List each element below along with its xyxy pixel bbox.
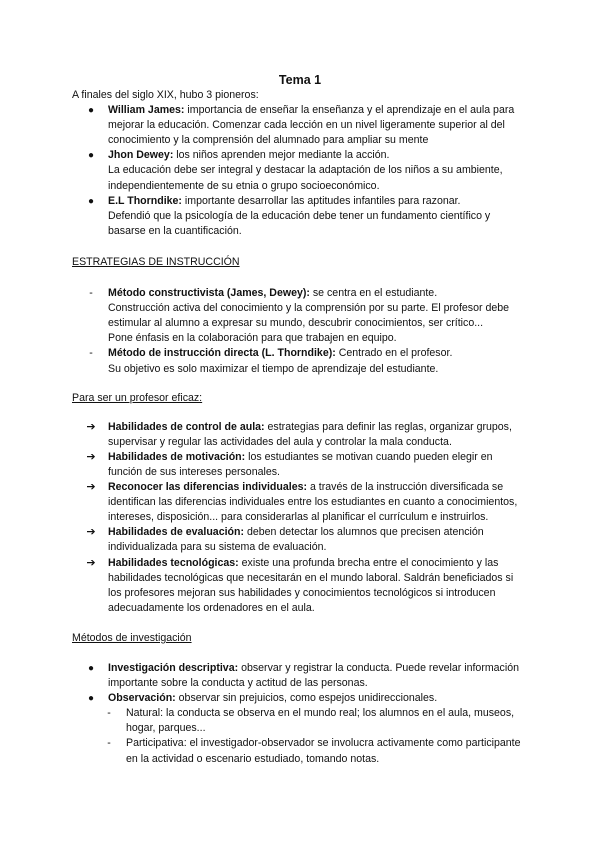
pioneer-extra: Defendió que la psicología de la educación debe tener un fundamento científico y basarse en la cuantificación.	[108, 209, 491, 237]
subitem-text: Participativa: el investigador-observador se involucra activamente como participante en la actividad o escenario estudiado, tomando notas.	[126, 737, 521, 765]
list-item-descriptive-research	[72, 661, 528, 691]
dash-icon: -	[89, 347, 93, 360]
list-item-motivation	[72, 450, 528, 480]
list-item-evaluation	[72, 525, 528, 555]
method-name: Observación:	[108, 692, 176, 705]
skill-text: existe una profunda brecha entre el conocimiento y las habilidades tecnológicas que necesitarán en el mundo laboral. Saldrán beneficiados si los profesores mejoran sus habilidades y conocimientos tecnológicos si introducen adecuadamente los ordenadores en el aula.	[108, 556, 514, 614]
list-item-thorndike	[72, 194, 528, 239]
list-item-natural-observation	[72, 706, 528, 736]
skill-name: Habilidades de motivación:	[108, 450, 246, 463]
skill-name: Habilidades de evaluación:	[108, 526, 244, 539]
dash-icon: -	[89, 287, 93, 300]
strategy-text: se centra en el estudiante.	[309, 287, 438, 300]
pioneer-name: William James:	[108, 104, 185, 117]
skill-text: a través de la instrucción diversificada se identifican las diferencias individuales entre los estudiantes en cuanto a conocimientos, intereses, disposición... para considerarlas al planificar el currículum e instruirlos.	[108, 481, 518, 524]
pioneer-text: los niños aprenden mejor mediante la acción.	[173, 149, 390, 162]
section-heading-methods: Métodos de investigación	[72, 631, 192, 644]
strategy-extra: Construcción activa del conocimiento y la comprensión por su parte. El profesor debe estimular al alumno a expresar su mundo, descubrir conocimientos, ser crítico...	[108, 302, 510, 330]
pioneer-name: E.L Thorndike:	[108, 194, 182, 207]
bullet-icon: ●	[87, 663, 95, 674]
arrow-right-icon: ➔	[86, 420, 96, 433]
list-item-observation	[72, 691, 528, 706]
skill-name: Habilidades de control de aula:	[108, 420, 265, 433]
method-text: observar sin prejuicios, como espejos unidireccionales.	[175, 692, 438, 705]
section-heading-strategies: ESTRATEGIAS DE INSTRUCCIÓN	[72, 255, 240, 268]
bullet-icon: ●	[87, 195, 95, 207]
pioneers-list	[72, 103, 528, 239]
skill-text: estrategias para definir las reglas, organizar grupos, supervisar y regular las actividades del aula y controlar la mala conducta.	[108, 420, 512, 448]
page-title: Tema 1	[278, 73, 322, 87]
list-item-jhon-dewey	[72, 148, 528, 193]
teacher-skills-list	[72, 420, 528, 616]
list-item-technology	[72, 556, 528, 616]
method-text: observar y registrar la conducta. Puede revelar información importante sobre la conducta y actitud de las personas.	[108, 662, 519, 690]
pioneer-text: importante desarrollar las aptitudes infantiles para razonar.	[181, 194, 461, 207]
list-item-constructivist	[72, 286, 528, 346]
strategy-name: Método de instrucción directa (L. Thorndike):	[108, 347, 336, 360]
arrow-right-icon: ➔	[86, 556, 96, 569]
list-item-direct-instruction	[72, 346, 528, 376]
strategy-text: Centrado en el profesor.	[335, 347, 453, 360]
method-name: Investigación descriptiva:	[108, 662, 239, 674]
arrow-right-icon: ➔	[86, 526, 96, 539]
subitem-text: Natural: la conducta se observa en el mundo real; los alumnos en el aula, museos, hogar, parques...	[126, 707, 515, 735]
arrow-right-icon: ➔	[86, 481, 96, 494]
pioneer-text: importancia de enseñar la enseñanza y el aprendizaje en el aula para mejorar la educación. Comenzar cada lección en un nivel ligeramente superior al del conocimiento y la comprensión del alumnado para ampliar su mente	[108, 104, 515, 147]
document-page	[72, 72, 528, 767]
pioneer-extra: La educación debe ser integral y destacar la adaptación de los niños a su ambiente, independientemente de su etnia o grupo socioeconómico.	[108, 164, 503, 192]
bullet-icon: ●	[87, 693, 95, 705]
skill-name: Habilidades tecnológicas:	[108, 556, 239, 569]
strategy-name: Método constructivista (James, Dewey):	[108, 287, 310, 300]
intro-text: A finales del siglo XIX, hubo 3 pioneros:	[72, 89, 259, 101]
strategy-extra: Su objetivo es solo maximizar el tiempo de aprendizaje del estudiante.	[108, 362, 439, 375]
bullet-icon: ●	[87, 150, 95, 162]
section-heading-teacher: Para ser un profesor eficaz:	[72, 391, 203, 404]
methods-list	[72, 661, 528, 767]
skill-name: Reconocer las diferencias individuales:	[108, 481, 308, 494]
list-item-william-james	[72, 103, 528, 148]
skill-text: los estudiantes se motivan cuando pueden elegir en función de sus intereses personales.	[108, 450, 493, 478]
arrow-right-icon: ➔	[86, 450, 96, 463]
list-item-participative-observation	[72, 736, 528, 766]
list-item-classroom-control	[72, 420, 528, 450]
dash-icon: -	[107, 737, 111, 750]
bullet-icon: ●	[87, 105, 95, 117]
strategy-extra-2: Pone énfasis en la colaboración para que trabajen en equipo.	[108, 332, 397, 345]
pioneer-name: Jhon Dewey:	[108, 149, 174, 162]
list-item-individual-differences	[72, 480, 528, 525]
strategies-list	[72, 286, 528, 377]
dash-icon: -	[107, 707, 111, 720]
skill-text: deben detectar los alumnos que precisen atención individualizada para su sistema de evaluación.	[108, 526, 484, 554]
